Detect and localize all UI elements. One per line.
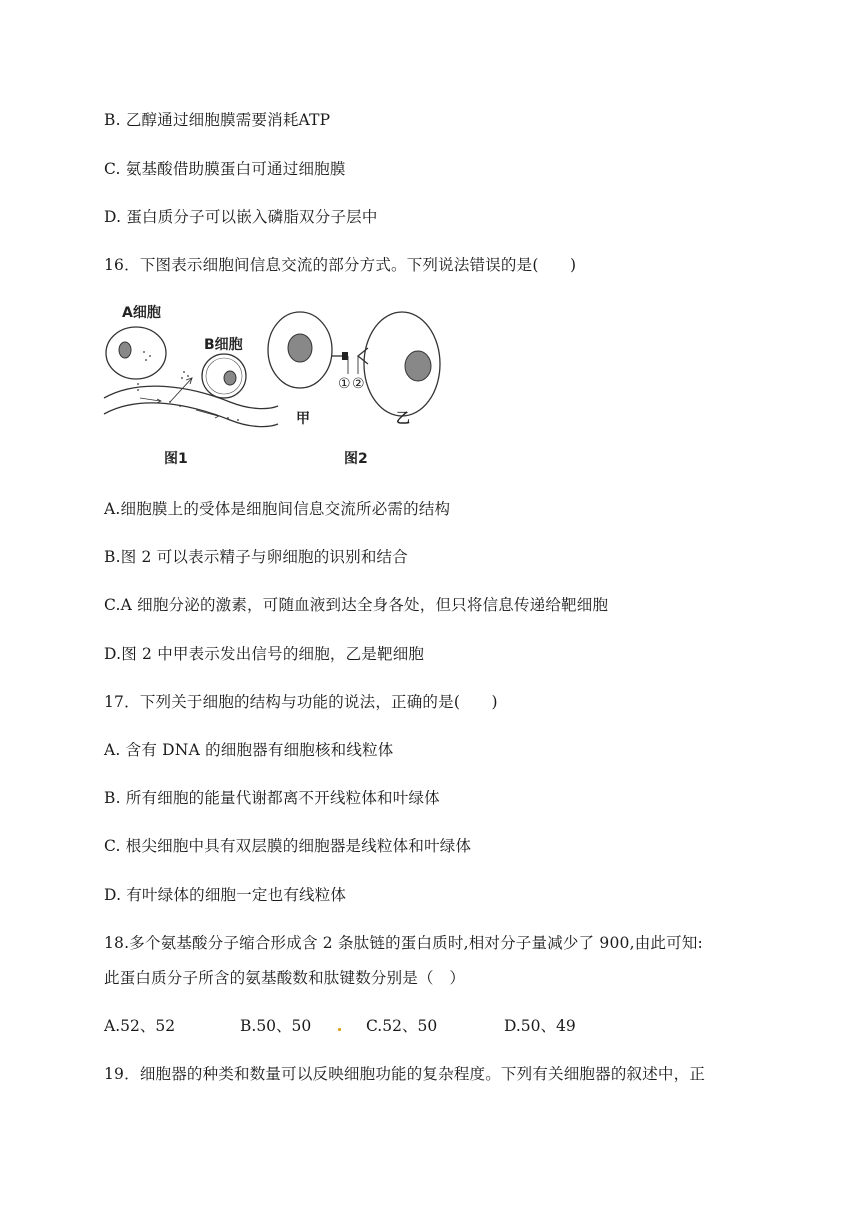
cell-a-body <box>106 327 166 379</box>
blood-vessel-wall-bottom <box>104 403 278 427</box>
label-jia: 甲 <box>296 411 310 427</box>
stray-mark <box>338 1028 341 1031</box>
q18-option-d: D.50、49 <box>504 1017 576 1035</box>
q18-options <box>104 1014 744 1036</box>
q18-option-b: B.50、50 <box>240 1017 312 1035</box>
cell-yi-nucleus <box>405 351 431 381</box>
q17-option-b: B. 所有细胞的能量代谢都离不开线粒体和叶绿体 <box>104 789 440 807</box>
q16-option-c: C.A 细胞分泌的激素，可随血液到达全身各处，但只将信息传递给靶细胞 <box>104 596 609 614</box>
q17-option-a: A. 含有 DNA 的细胞器有细胞核和线粒体 <box>104 741 394 759</box>
cell-a-nucleus <box>119 342 131 358</box>
q16-option-b: B.图 2 可以表示精子与卵细胞的识别和结合 <box>104 548 408 566</box>
cell-signaling-diagram <box>100 298 460 474</box>
q18-stem-line-2: 此蛋白质分子所含的氨基酸数和肽键数分别是（ ） <box>104 969 466 987</box>
label-cell-b: B细胞 <box>204 337 243 353</box>
q15-option-b: B. 乙醇通过细胞膜需要消耗ATP <box>104 111 331 129</box>
label-marker-2: ② <box>352 376 365 392</box>
receptor <box>358 348 368 364</box>
q17-option-d: D. 有叶绿体的细胞一定也有线粒体 <box>104 886 347 904</box>
q19-stem-line-1: 19．细胞器的种类和数量可以反映细胞功能的复杂程度。下列有关细胞器的叙述中，正 <box>104 1065 706 1083</box>
cell-signaling-figure <box>100 298 460 474</box>
q16-option-a: A.细胞膜上的受体是细胞间信息交流所必需的结构 <box>104 500 451 518</box>
signal-molecule <box>342 352 348 360</box>
caption-figure-1: 图1 <box>164 451 188 467</box>
caption-figure-2: 图2 <box>344 451 368 467</box>
q17-stem: 17．下列关于细胞的结构与功能的说法，正确的是( ) <box>104 693 498 711</box>
q17-option-c: C. 根尖细胞中具有双层膜的细胞器是线粒体和叶绿体 <box>104 837 472 855</box>
q18-option-c: C.52、50 <box>366 1017 438 1035</box>
label-cell-a: A细胞 <box>122 305 161 321</box>
q16-stem: 16．下图表示细胞间信息交流的部分方式。下列说法错误的是( ) <box>104 256 577 274</box>
q15-option-c: C. 氨基酸借助膜蛋白可通过细胞膜 <box>104 160 346 178</box>
label-marker-1: ① <box>338 376 351 392</box>
q16-option-d: D.图 2 中甲表示发出信号的细胞，乙是靶细胞 <box>104 645 425 663</box>
q15-option-d: D. 蛋白质分子可以嵌入磷脂双分子层中 <box>104 208 378 226</box>
cell-b-nucleus <box>224 371 236 385</box>
q18-stem-line-1: 18.多个氨基酸分子缩合形成含 2 条肽链的蛋白质时,相对分子量减少了 900,由此可知: <box>104 934 703 952</box>
q18-option-a: A.52、52 <box>104 1017 176 1035</box>
label-yi: 乙 <box>396 411 410 427</box>
cell-jia-nucleus <box>288 334 312 362</box>
